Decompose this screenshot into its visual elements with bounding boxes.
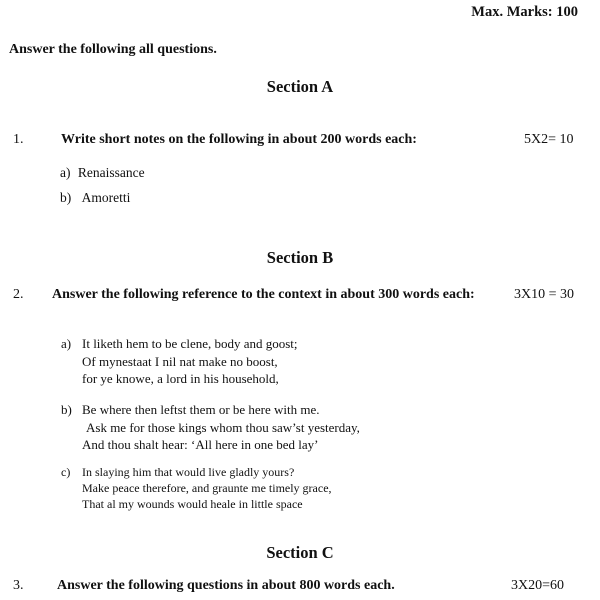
- item-label: b): [60, 190, 72, 205]
- question-3-marks: 3X20=60: [511, 578, 565, 593]
- question-2-item-b-label: b): [61, 402, 72, 417]
- passage-line: That al my wounds would heale in little space: [82, 497, 303, 511]
- item-label: a): [60, 165, 71, 180]
- section-c-title: Section C: [266, 543, 334, 562]
- question-3-text: Answer the following questions in about 800 words each.: [57, 578, 395, 593]
- question-2-item-c-passage: [82, 464, 332, 512]
- question-1-item-b: [60, 190, 130, 206]
- passage-line: Be where then leftst them or be here with me.: [82, 402, 320, 417]
- question-1-marks: 5X2= 10: [524, 132, 574, 147]
- passage-line: In slaying him that would live gladly yours?: [82, 465, 295, 479]
- question-2-item-c-label: c): [61, 465, 71, 479]
- question-2-item-a-label: a): [61, 336, 72, 351]
- passage-line: for ye knowe, a lord in his household,: [82, 371, 279, 386]
- section-a-title: Section A: [266, 77, 334, 96]
- passage-line: It liketh hem to be clene, body and goost;: [82, 336, 298, 351]
- general-instruction: Answer the following all questions.: [9, 42, 217, 57]
- question-1-number: 1.: [13, 132, 24, 147]
- section-b-title: Section B: [266, 248, 334, 267]
- passage-line: And thou shalt hear: ‘All here in one bed lay’: [82, 437, 319, 452]
- passage-line: Ask me for those kings whom thou saw’st yesterday,: [86, 419, 360, 435]
- question-1-item-a: [60, 165, 145, 181]
- question-2-text: Answer the following reference to the context in about 300 words each:: [52, 287, 475, 302]
- question-1-text: Write short notes on the following in about 200 words each:: [61, 132, 417, 147]
- question-3-number: 3.: [13, 578, 24, 593]
- passage-line: Of mynestaat I nil nat make no boost,: [82, 353, 278, 369]
- max-marks: Max. Marks: 100: [471, 4, 578, 20]
- question-2-item-b-passage: [82, 401, 360, 454]
- question-2-marks: 3X10 = 30: [514, 287, 575, 302]
- passage-line: Make peace therefore, and graunte me timely grace,: [82, 481, 332, 495]
- question-2-item-a-passage: [82, 335, 298, 388]
- question-2-number: 2.: [13, 287, 24, 302]
- item-text: Renaissance: [77, 165, 145, 180]
- item-text: Amoretti: [81, 190, 131, 205]
